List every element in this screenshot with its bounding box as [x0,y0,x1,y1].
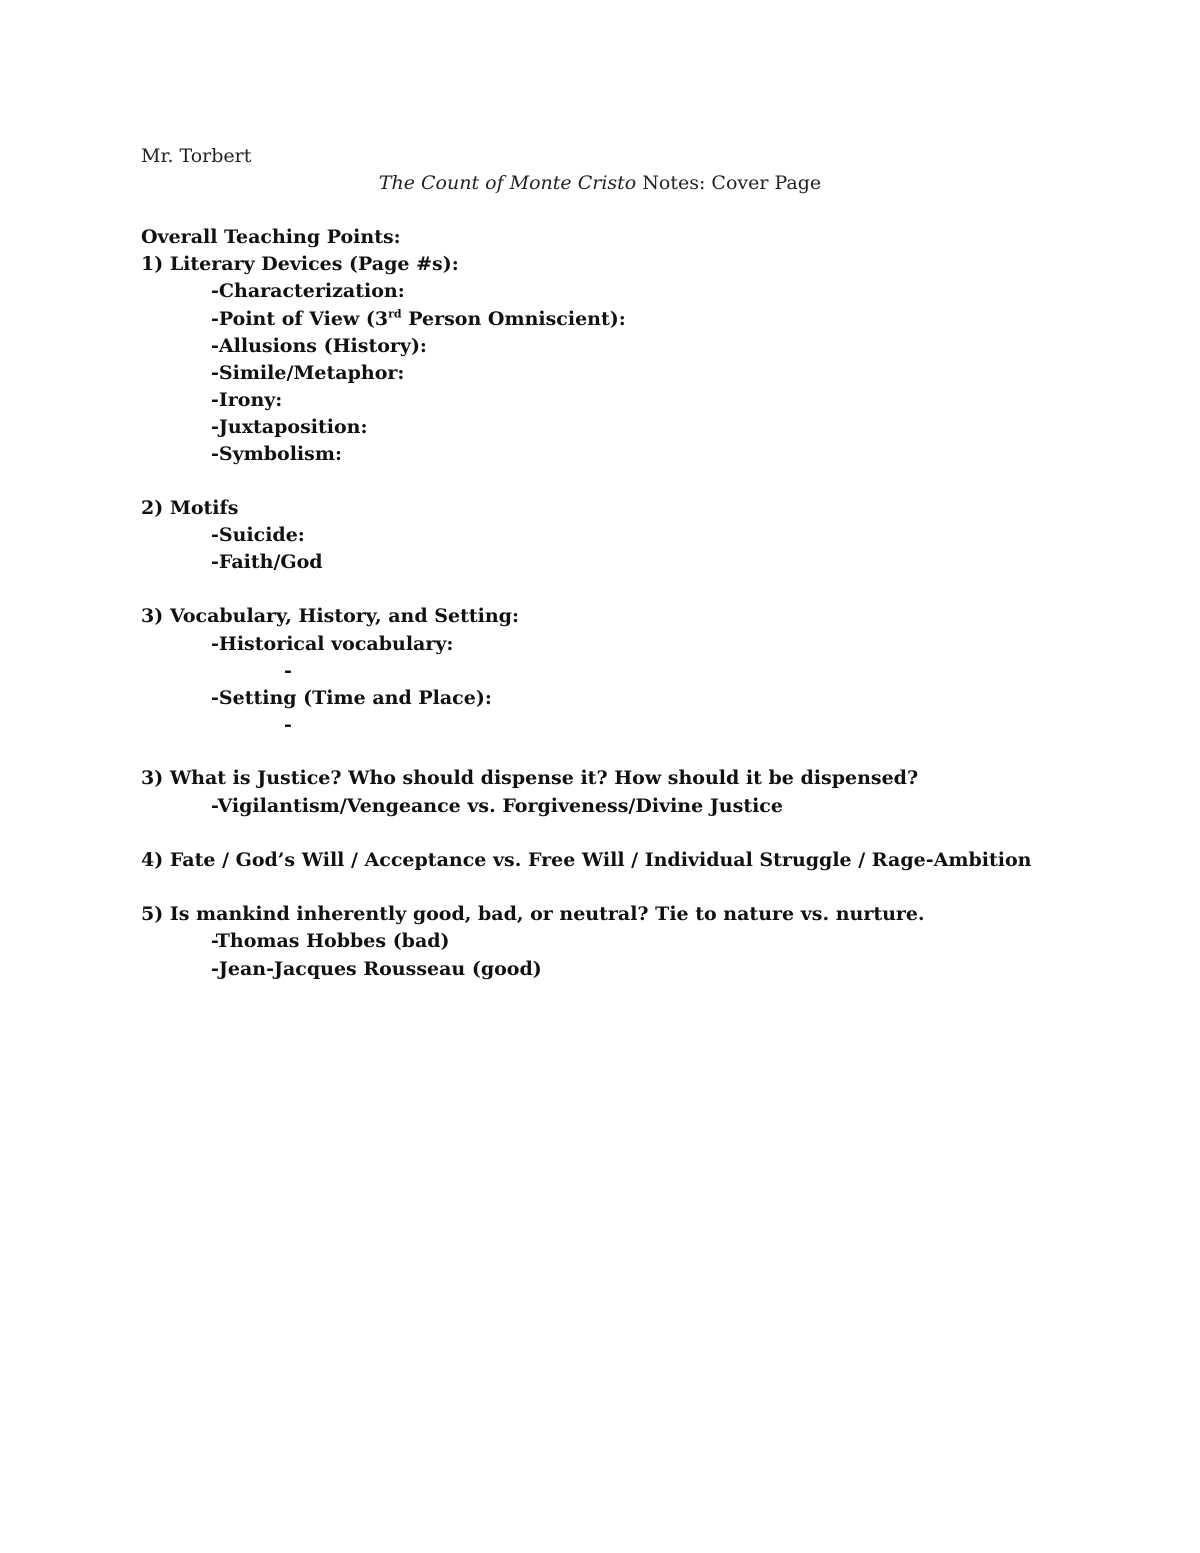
overall-heading: Overall Teaching Points: [141,226,401,248]
list-item: -Juxtaposition: [211,416,368,438]
book-title: The Count of Monte Cristo [378,172,637,194]
list-item-pov [211,306,626,333]
list-item: -Historical vocabulary: [211,633,454,655]
page-title [0,170,1200,197]
pov-text: -Point of View (3 [211,308,389,330]
section1-heading: 1) Literary Devices (Page #s): [141,253,459,275]
list-item: -Setting (Time and Place): [211,687,492,709]
list-item: -Simile/Metaphor: [211,362,405,384]
pov-text-rest: Person Omniscient): [401,308,626,330]
list-item: -Characterization: [211,280,405,302]
section3b-heading: 3) What is Justice? Who should dispense it? How should it be dispensed? [141,767,919,789]
section3a-heading: 3) Vocabulary, History, and Setting: [141,605,519,627]
list-item-blank: - [284,660,292,682]
section5-heading: 5) Is mankind inherently good, bad, or neutral? Tie to nature vs. nurture. [141,903,925,925]
list-item: -Irony: [211,389,283,411]
title-suffix: Notes: Cover Page [636,172,822,194]
section2-heading: 2) Motifs [141,497,239,519]
pov-superscript: rd [388,307,402,321]
list-item: -Faith/God [211,551,323,573]
section4-heading: 4) Fate / God’s Will / Acceptance vs. Free Will / Individual Struggle / Rage-Ambition [141,849,1032,871]
list-item: -Suicide: [211,524,305,546]
list-item: -Jean-Jacques Rousseau (good) [211,958,542,980]
teacher-name: Mr. Torbert [141,145,252,167]
list-item: -Allusions (History): [211,335,427,357]
list-item: -Symbolism: [211,443,342,465]
list-item: -Thomas Hobbes (bad) [211,930,450,952]
list-item-blank: - [284,714,292,736]
list-item: -Vigilantism/Vengeance vs. Forgiveness/Divine Justice [211,795,783,817]
